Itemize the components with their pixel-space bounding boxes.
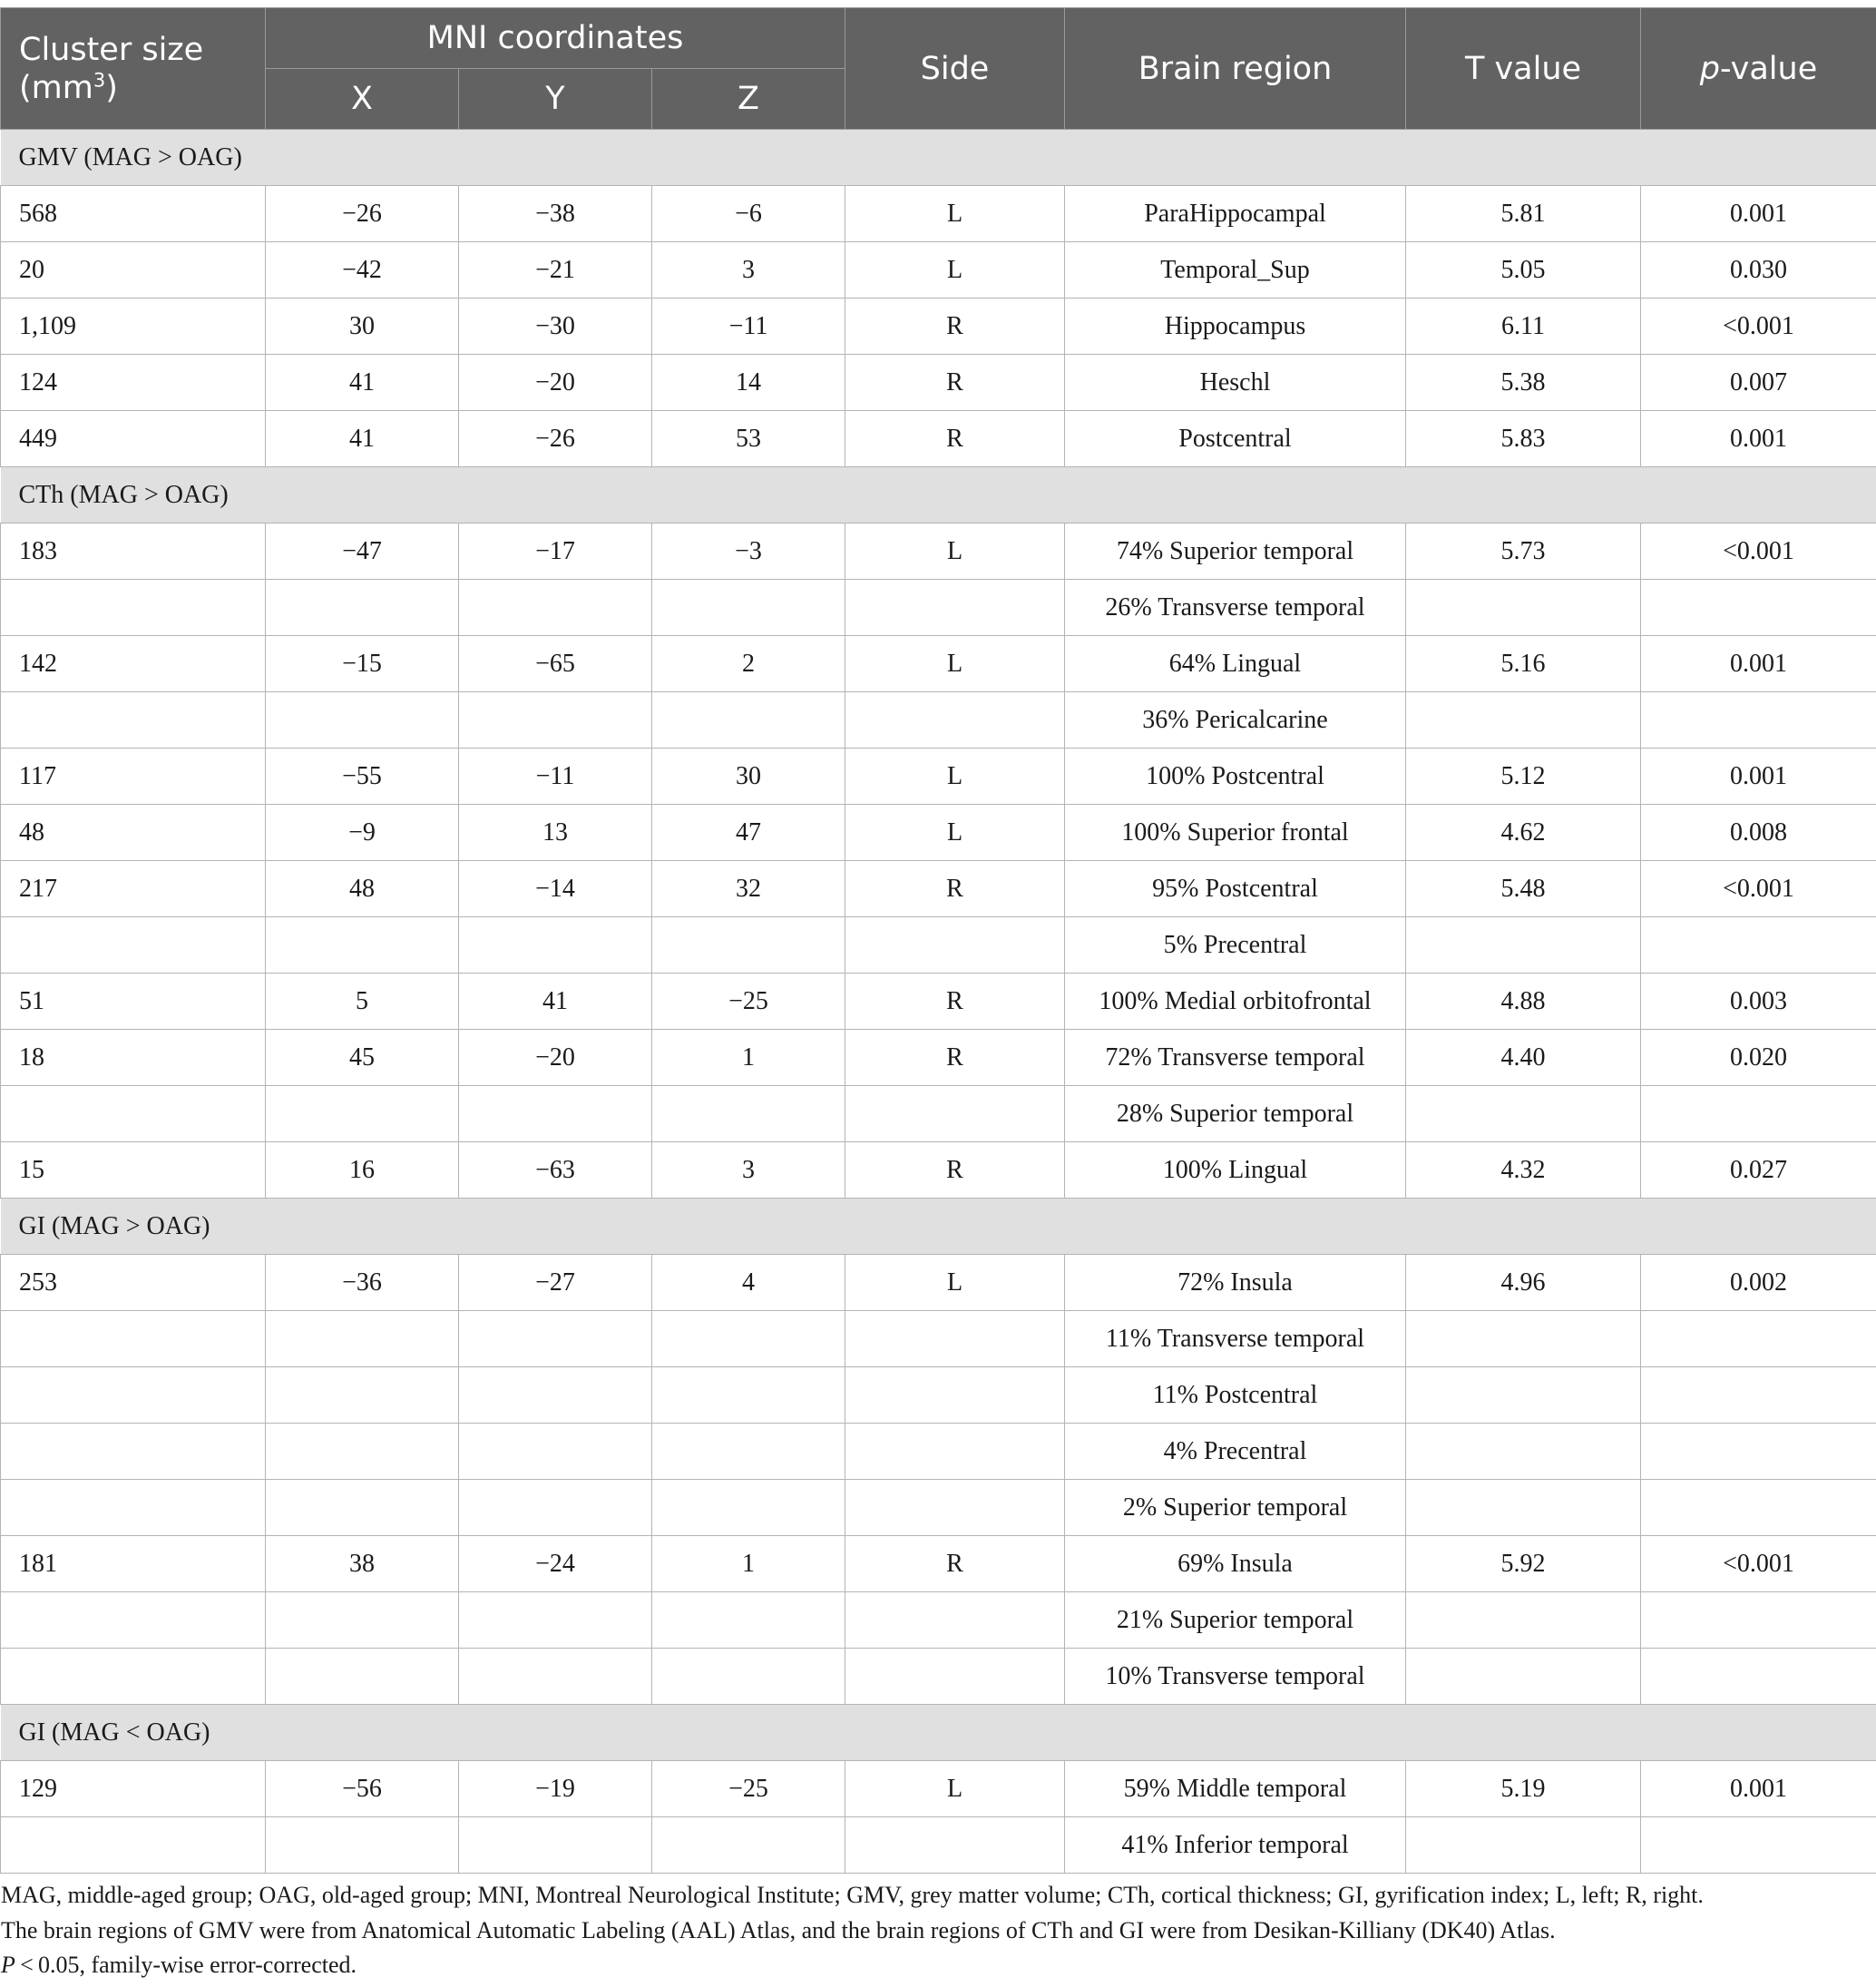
cell-x <box>266 1367 459 1424</box>
cell-brain-region: 2% Superior temporal <box>1065 1480 1406 1536</box>
cell-cluster-size: 129 <box>1 1761 266 1817</box>
cell-cluster-size: 124 <box>1 355 266 411</box>
cell-brain-region: 100% Postcentral <box>1065 749 1406 805</box>
cell-t-value <box>1406 1311 1641 1367</box>
table-row <box>1 411 1876 467</box>
cell-cluster-size: 20 <box>1 242 266 299</box>
cell-z: 30 <box>652 749 845 805</box>
table-row <box>1 1536 1876 1592</box>
cell-brain-region: 69% Insula <box>1065 1536 1406 1592</box>
header-side: Side <box>845 8 1065 130</box>
section-title: GMV (MAG > OAG) <box>1 130 1876 186</box>
cell-cluster-size: 253 <box>1 1255 266 1311</box>
cell-z: 3 <box>652 1142 845 1199</box>
cell-cluster-size <box>1 1086 266 1142</box>
cell-cluster-size <box>1 1817 266 1874</box>
header-y: Y <box>459 69 652 130</box>
cell-y: −17 <box>459 524 652 580</box>
cell-z: −25 <box>652 974 845 1030</box>
table-row <box>1 749 1876 805</box>
cell-y <box>459 1480 652 1536</box>
cell-y <box>459 1086 652 1142</box>
cell-y: −26 <box>459 411 652 467</box>
table-row <box>1 861 1876 917</box>
cell-p-value: 0.001 <box>1641 749 1876 805</box>
table-header <box>1 8 1876 130</box>
cell-brain-region: 100% Lingual <box>1065 1142 1406 1199</box>
cell-cluster-size <box>1 917 266 974</box>
cell-y <box>459 917 652 974</box>
cell-z <box>652 1480 845 1536</box>
cell-x: 5 <box>266 974 459 1030</box>
cell-x: 30 <box>266 299 459 355</box>
cell-p-value <box>1641 1311 1876 1367</box>
cell-cluster-size <box>1 1480 266 1536</box>
cell-y <box>459 692 652 749</box>
cell-cluster-size <box>1 692 266 749</box>
cell-p-value <box>1641 917 1876 974</box>
cell-t-value <box>1406 1592 1641 1649</box>
cell-brain-region: 100% Superior frontal <box>1065 805 1406 861</box>
cell-y <box>459 580 652 636</box>
cell-side: R <box>845 1142 1065 1199</box>
cell-p-value <box>1641 1086 1876 1142</box>
cell-brain-region: Postcentral <box>1065 411 1406 467</box>
cell-z: 4 <box>652 1255 845 1311</box>
cell-y: −14 <box>459 861 652 917</box>
cell-z <box>652 1367 845 1424</box>
cell-y: −20 <box>459 355 652 411</box>
cell-x: −42 <box>266 242 459 299</box>
cell-cluster-size: 48 <box>1 805 266 861</box>
cell-t-value: 4.32 <box>1406 1142 1641 1199</box>
cell-side <box>845 1649 1065 1705</box>
cell-side <box>845 1592 1065 1649</box>
header-mni-coordinates: MNI coordinates <box>266 8 845 69</box>
cell-side <box>845 1367 1065 1424</box>
cell-p-value <box>1641 580 1876 636</box>
section-title: CTh (MAG > OAG) <box>1 467 1876 524</box>
cell-brain-region: 11% Postcentral <box>1065 1367 1406 1424</box>
cell-x <box>266 1424 459 1480</box>
cell-z <box>652 1086 845 1142</box>
cell-y: −30 <box>459 299 652 355</box>
cell-brain-region: 28% Superior temporal <box>1065 1086 1406 1142</box>
table-row <box>1 1649 1876 1705</box>
cell-brain-region: 11% Transverse temporal <box>1065 1311 1406 1367</box>
cell-p-value <box>1641 1817 1876 1874</box>
cell-z <box>652 1311 845 1367</box>
cell-t-value <box>1406 1480 1641 1536</box>
cell-brain-region: 95% Postcentral <box>1065 861 1406 917</box>
cell-cluster-size <box>1 1592 266 1649</box>
cell-cluster-size: 181 <box>1 1536 266 1592</box>
header-cluster-size: Cluster size $(mm^3)$ <box>1 8 266 130</box>
cell-z: 14 <box>652 355 845 411</box>
table-row <box>1 1817 1876 1874</box>
cell-x <box>266 1592 459 1649</box>
cell-cluster-size: 568 <box>1 186 266 242</box>
table-row <box>1 974 1876 1030</box>
cell-x: 48 <box>266 861 459 917</box>
cell-x: −56 <box>266 1761 459 1817</box>
cell-side: L <box>845 524 1065 580</box>
cell-brain-region: 10% Transverse temporal <box>1065 1649 1406 1705</box>
table-row <box>1 1480 1876 1536</box>
cell-cluster-size: 117 <box>1 749 266 805</box>
cell-p-value: <0.001 <box>1641 1536 1876 1592</box>
cell-y: 13 <box>459 805 652 861</box>
cell-x: −36 <box>266 1255 459 1311</box>
cell-t-value <box>1406 1649 1641 1705</box>
cell-z <box>652 692 845 749</box>
cell-x: −26 <box>266 186 459 242</box>
cell-y: −65 <box>459 636 652 692</box>
cell-p-value <box>1641 1649 1876 1705</box>
cell-p-value <box>1641 692 1876 749</box>
cell-p-value: 0.001 <box>1641 636 1876 692</box>
cell-t-value <box>1406 1424 1641 1480</box>
cell-y <box>459 1592 652 1649</box>
cell-z: 32 <box>652 861 845 917</box>
cell-t-value: 5.92 <box>1406 1536 1641 1592</box>
section-header-row <box>1 1705 1876 1761</box>
cell-side <box>845 917 1065 974</box>
cell-brain-region: 100% Medial orbitofrontal <box>1065 974 1406 1030</box>
cell-x <box>266 692 459 749</box>
cell-brain-region: Hippocampus <box>1065 299 1406 355</box>
cell-y <box>459 1649 652 1705</box>
cell-t-value: 4.62 <box>1406 805 1641 861</box>
cell-x <box>266 580 459 636</box>
cell-y: −63 <box>459 1142 652 1199</box>
cell-x <box>266 1311 459 1367</box>
cell-brain-region: 72% Transverse temporal <box>1065 1030 1406 1086</box>
cell-p-value: 0.003 <box>1641 974 1876 1030</box>
cell-t-value: 4.40 <box>1406 1030 1641 1086</box>
cell-side <box>845 692 1065 749</box>
cell-side: R <box>845 355 1065 411</box>
cell-side: R <box>845 974 1065 1030</box>
cell-z: −3 <box>652 524 845 580</box>
cell-cluster-size <box>1 1367 266 1424</box>
section-header-row <box>1 130 1876 186</box>
table-footnotes <box>1 1878 1870 1983</box>
cell-p-value: 0.001 <box>1641 411 1876 467</box>
cell-x: 16 <box>266 1142 459 1199</box>
cell-y: −38 <box>459 186 652 242</box>
cell-z: 47 <box>652 805 845 861</box>
table-row <box>1 1086 1876 1142</box>
cell-z <box>652 1592 845 1649</box>
table-row <box>1 692 1876 749</box>
table-row <box>1 242 1876 299</box>
cell-y: −19 <box>459 1761 652 1817</box>
cell-p-value: 0.002 <box>1641 1255 1876 1311</box>
cell-brain-region: 74% Superior temporal <box>1065 524 1406 580</box>
table-row <box>1 1311 1876 1367</box>
cell-t-value <box>1406 1086 1641 1142</box>
table-row <box>1 805 1876 861</box>
cell-x: −9 <box>266 805 459 861</box>
section-title: GI (MAG < OAG) <box>1 1705 1876 1761</box>
cell-z: 1 <box>652 1030 845 1086</box>
cell-brain-region: 21% Superior temporal <box>1065 1592 1406 1649</box>
cell-cluster-size: 1,109 <box>1 299 266 355</box>
table-row <box>1 1761 1876 1817</box>
cell-t-value: 5.83 <box>1406 411 1641 467</box>
cell-y <box>459 1817 652 1874</box>
cell-side: R <box>845 411 1065 467</box>
table-row <box>1 1592 1876 1649</box>
cell-y <box>459 1367 652 1424</box>
cell-brain-region: 72% Insula <box>1065 1255 1406 1311</box>
cell-cluster-size <box>1 580 266 636</box>
table-row <box>1 580 1876 636</box>
cell-brain-region: 41% Inferior temporal <box>1065 1817 1406 1874</box>
cell-x <box>266 1649 459 1705</box>
cell-x: −55 <box>266 749 459 805</box>
cell-brain-region: 64% Lingual <box>1065 636 1406 692</box>
header-t-value: T value <box>1406 8 1641 130</box>
cell-side: L <box>845 242 1065 299</box>
table-row <box>1 186 1876 242</box>
cell-side: R <box>845 299 1065 355</box>
results-table-container <box>0 7 1876 1874</box>
cell-side: R <box>845 1536 1065 1592</box>
cell-t-value: 4.96 <box>1406 1255 1641 1311</box>
cell-y: −21 <box>459 242 652 299</box>
cell-y: 41 <box>459 974 652 1030</box>
cell-p-value: 0.020 <box>1641 1030 1876 1086</box>
cell-p-value <box>1641 1367 1876 1424</box>
cell-z <box>652 917 845 974</box>
cell-p-value: 0.001 <box>1641 186 1876 242</box>
cell-t-value: 5.05 <box>1406 242 1641 299</box>
cell-p-value: <0.001 <box>1641 524 1876 580</box>
cell-z: −6 <box>652 186 845 242</box>
cell-side <box>845 1086 1065 1142</box>
cell-p-value <box>1641 1424 1876 1480</box>
cell-side: L <box>845 636 1065 692</box>
table-row <box>1 917 1876 974</box>
cell-t-value: 6.11 <box>1406 299 1641 355</box>
cell-z <box>652 580 845 636</box>
cell-t-value: 5.12 <box>1406 749 1641 805</box>
section-header-row <box>1 1199 1876 1255</box>
header-z: Z <box>652 69 845 130</box>
cell-p-value: <0.001 <box>1641 299 1876 355</box>
cell-x <box>266 1480 459 1536</box>
results-table <box>0 7 1876 1874</box>
cell-x: 45 <box>266 1030 459 1086</box>
footnote-significance: P < 0.05, family-wise error-corrected. <box>1 1952 357 1978</box>
cell-t-value <box>1406 1817 1641 1874</box>
cell-z: 1 <box>652 1536 845 1592</box>
footnote-abbreviations: MAG, middle-aged group; OAG, old-aged group; MNI, Montreal Neurological Institute; GMV, grey matter volume; CTh, cortical thickness; GI, gyrification index; L, left; R, right. <box>1 1882 1704 1908</box>
cell-p-value: 0.030 <box>1641 242 1876 299</box>
cell-cluster-size: 142 <box>1 636 266 692</box>
table-row <box>1 1367 1876 1424</box>
cell-brain-region: 5% Precentral <box>1065 917 1406 974</box>
cell-t-value <box>1406 580 1641 636</box>
cell-p-value: 0.027 <box>1641 1142 1876 1199</box>
cell-p-value: <0.001 <box>1641 861 1876 917</box>
footnote-atlas: The brain regions of GMV were from Anatomical Automatic Labeling (AAL) Atlas, and the brain regions of CTh and GI were from Desikan-Killiany (DK40) Atlas. <box>1 1916 1556 1943</box>
cell-x: 38 <box>266 1536 459 1592</box>
cell-side: L <box>845 1761 1065 1817</box>
cell-side <box>845 1480 1065 1536</box>
cell-t-value <box>1406 917 1641 974</box>
cell-brain-region: 36% Pericalcarine <box>1065 692 1406 749</box>
cell-p-value <box>1641 1592 1876 1649</box>
cell-z: −25 <box>652 1761 845 1817</box>
cell-y: −20 <box>459 1030 652 1086</box>
cell-side <box>845 1424 1065 1480</box>
cell-cluster-size <box>1 1311 266 1367</box>
cell-t-value: 5.38 <box>1406 355 1641 411</box>
cell-cluster-size: 217 <box>1 861 266 917</box>
cell-t-value: 4.88 <box>1406 974 1641 1030</box>
table-row <box>1 1142 1876 1199</box>
cell-x: 41 <box>266 355 459 411</box>
cell-z: 3 <box>652 242 845 299</box>
cell-side: R <box>845 861 1065 917</box>
cell-t-value: 5.48 <box>1406 861 1641 917</box>
cell-side: L <box>845 749 1065 805</box>
cell-t-value <box>1406 692 1641 749</box>
cell-cluster-size: 449 <box>1 411 266 467</box>
cell-p-value: 0.001 <box>1641 1761 1876 1817</box>
cell-t-value: 5.81 <box>1406 186 1641 242</box>
cell-z: −11 <box>652 299 845 355</box>
cell-side: L <box>845 805 1065 861</box>
table-row <box>1 1255 1876 1311</box>
cell-x <box>266 917 459 974</box>
section-header-row <box>1 467 1876 524</box>
cell-cluster-size: 183 <box>1 524 266 580</box>
cell-x: −47 <box>266 524 459 580</box>
table-row <box>1 299 1876 355</box>
table-row <box>1 1030 1876 1086</box>
cell-z: 2 <box>652 636 845 692</box>
table-row <box>1 355 1876 411</box>
cell-side <box>845 1311 1065 1367</box>
cell-brain-region: 59% Middle temporal <box>1065 1761 1406 1817</box>
cell-cluster-size <box>1 1424 266 1480</box>
table-row <box>1 524 1876 580</box>
cell-brain-region: 4% Precentral <box>1065 1424 1406 1480</box>
cell-side <box>845 1817 1065 1874</box>
cell-t-value: 5.19 <box>1406 1761 1641 1817</box>
cell-cluster-size: 15 <box>1 1142 266 1199</box>
cell-brain-region: Temporal_Sup <box>1065 242 1406 299</box>
cell-side: R <box>845 1030 1065 1086</box>
cell-t-value: 5.73 <box>1406 524 1641 580</box>
cell-brain-region: ParaHippocampal <box>1065 186 1406 242</box>
cell-x <box>266 1817 459 1874</box>
cell-side: L <box>845 1255 1065 1311</box>
cell-brain-region: 26% Transverse temporal <box>1065 580 1406 636</box>
cell-cluster-size: 51 <box>1 974 266 1030</box>
cell-brain-region: Heschl <box>1065 355 1406 411</box>
cell-side: L <box>845 186 1065 242</box>
header-x: X <box>266 69 459 130</box>
table-row <box>1 636 1876 692</box>
table-body <box>1 130 1876 1874</box>
section-title: GI (MAG > OAG) <box>1 1199 1876 1255</box>
cell-p-value <box>1641 1480 1876 1536</box>
cell-t-value <box>1406 1367 1641 1424</box>
cell-cluster-size <box>1 1649 266 1705</box>
cell-x <box>266 1086 459 1142</box>
table-row <box>1 1424 1876 1480</box>
cell-z <box>652 1424 845 1480</box>
cell-side <box>845 580 1065 636</box>
cell-x: 41 <box>266 411 459 467</box>
cell-z <box>652 1817 845 1874</box>
cell-t-value: 5.16 <box>1406 636 1641 692</box>
cell-y <box>459 1311 652 1367</box>
cell-x: −15 <box>266 636 459 692</box>
cell-y: −11 <box>459 749 652 805</box>
cell-cluster-size: 18 <box>1 1030 266 1086</box>
header-brain-region: Brain region <box>1065 8 1406 130</box>
cell-y: −27 <box>459 1255 652 1311</box>
cell-y: −24 <box>459 1536 652 1592</box>
cell-p-value: 0.008 <box>1641 805 1876 861</box>
header-p-value: p-value <box>1641 8 1876 130</box>
cell-p-value: 0.007 <box>1641 355 1876 411</box>
cell-z: 53 <box>652 411 845 467</box>
cell-z <box>652 1649 845 1705</box>
cell-y <box>459 1424 652 1480</box>
